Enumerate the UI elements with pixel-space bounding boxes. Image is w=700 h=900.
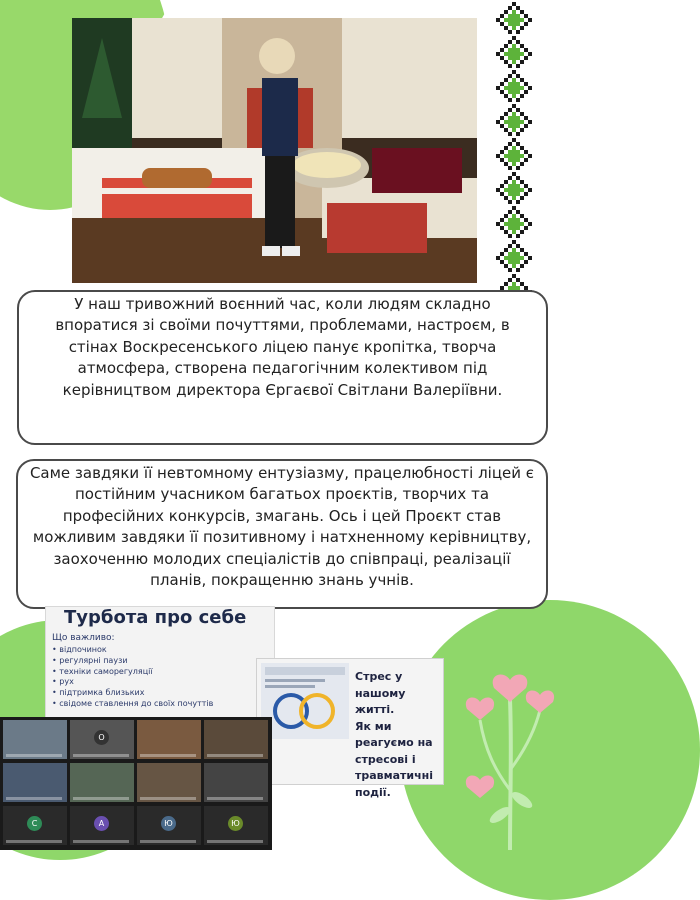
presentation-slide-self-care [45, 606, 275, 718]
video-tile [3, 763, 67, 802]
intro-paragraph: У наш тривожний воєнний час, коли людям складно впоратися зі своїми почуттями, проблемами, настроєм, в стінах Воскресенського ліцею панує кропітка, творча атмосфера, створена педагогічним колективом під керівництвом директора Єргаєвої Світлани Валеріївни. [55, 295, 510, 399]
slide-stress-line1: Стрес у нашому житті. [355, 670, 406, 716]
slide-thumbnail-image [261, 663, 349, 739]
tile-initial: A [94, 816, 109, 831]
tile-initial: Ю [228, 816, 243, 831]
video-tile [70, 806, 134, 845]
photo-illustration [72, 18, 477, 283]
text-box-director [16, 459, 548, 609]
slide-list-item: • регулярні паузи [52, 656, 213, 667]
slide-list-item: • свідоме ставлення до своїх почуттів [52, 699, 213, 710]
video-tile [137, 763, 201, 802]
video-tile [70, 720, 134, 759]
director-paragraph: Саме завдяки її невтомному ентузіазму, працелюбності ліцей є постійним учасником багатьох проєктів, творчих та професійних конкурсів, змагань. Ось і цей Проєкт став можливим завдяки її позитивному і натхненному керівництву, заохоченню молодих спеціалістів до співпраці, реалізації планів, покращенню знань учнів. [29, 464, 535, 590]
slide-list [52, 645, 213, 710]
slide-list-item: • рух [52, 677, 213, 688]
text-box-intro [17, 290, 548, 445]
event-photo [72, 18, 477, 283]
video-tile [3, 806, 67, 845]
circles-graphic [261, 663, 349, 739]
slide-list-item: • відпочинок [52, 645, 213, 656]
video-tile [3, 720, 67, 759]
tile-initial: Ю [161, 816, 176, 831]
slide-stress-line2: Як ми реагуємо на стресові і травматичні події. [355, 719, 434, 799]
decorative-flowers [440, 640, 566, 850]
video-tile [137, 720, 201, 759]
tile-initial: O [94, 730, 109, 745]
video-tile [204, 763, 268, 802]
tile-initial: C [27, 816, 42, 831]
slide-title: Турбота про себе [64, 607, 247, 628]
slide-list-item: • техніки саморегуляції [52, 667, 213, 678]
video-tile [204, 720, 268, 759]
slide-subtitle: Що важливо: [52, 633, 115, 643]
video-tile [204, 806, 268, 845]
video-conference-grid [0, 717, 272, 850]
video-tile [70, 763, 134, 802]
embroidery-ornament [496, 2, 532, 292]
slide-stress-text [355, 669, 441, 801]
presentation-slide-stress [256, 658, 444, 799]
slide-list-item: • підтримка близьких [52, 688, 213, 699]
video-tile [137, 806, 201, 845]
